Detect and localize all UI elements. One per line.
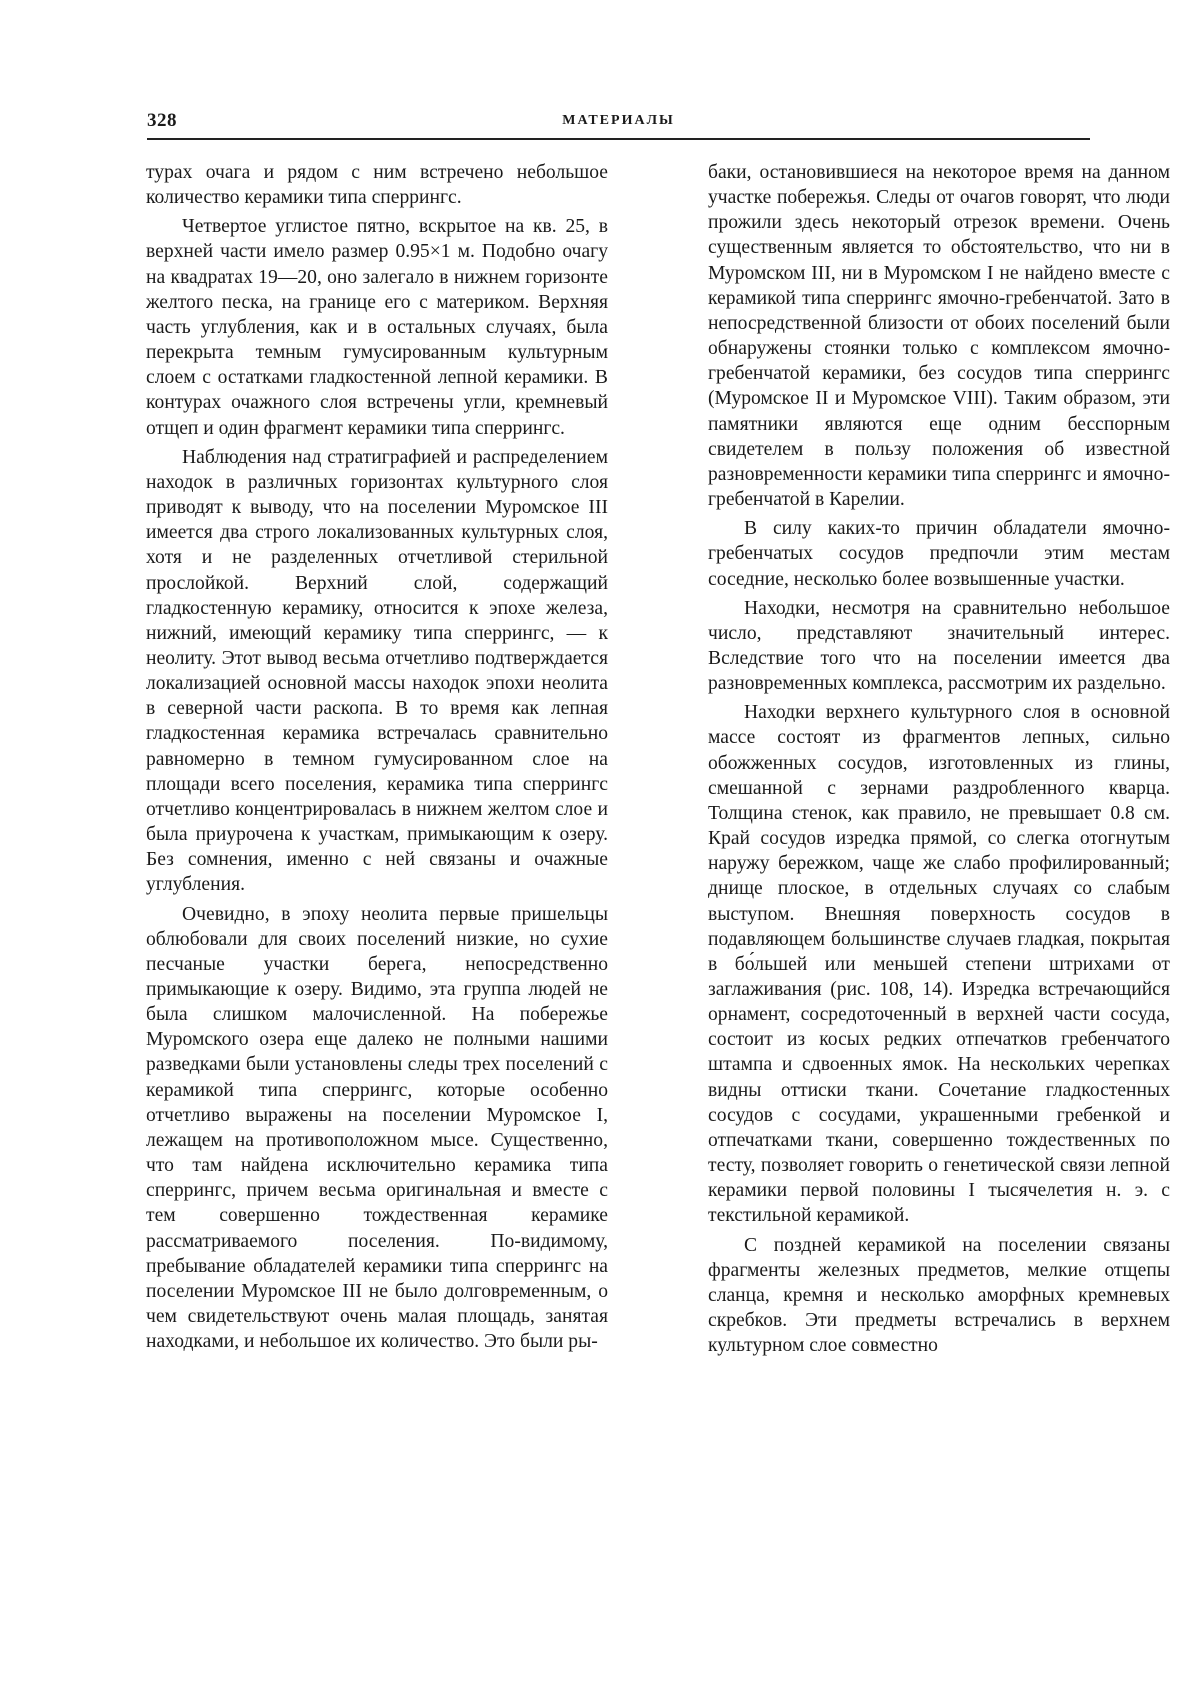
paragraph: С поздней керамикой на поселении связаны фрагменты железных предметов, мелкие отщепы сланца, кремня и несколько аморфных кремневых скребков. Эти предметы встречались в верхнем культурном слое совместно — [708, 1234, 1170, 1357]
running-title: МАТЕРИАЛЫ — [562, 113, 675, 128]
paragraph: баки, остановившиеся на некоторое время на данном участке побережья. Следы от очагов говорят, что люди прожили здесь некоторый отрезок времени. Очень существенным является то обстоятельство, что ни в Муромском III, ни в Муромском I не найдено вместе с керамикой типа сперрингс ямочно-гребенчатой. Зато в непосредственной близости от обоих поселений были обнаружены стоянки только с комплексом ямочно-гребенчатой керамики, без сосудов типа сперрингс (Муромское II и Муромское VIII). Таким образом, эти памятники являются еще одним бесспорным свидетелем в пользу положения об известной разновременности керамики типа сперрингс и ямочно-гребенчатой в Карелии. — [708, 162, 1170, 511]
paragraph: В силу каких-то причин обладатели ямочно-гребенчатых сосудов предпочли этим местам соседние, несколько более возвышенные участки. — [708, 518, 1170, 590]
page-header — [147, 110, 1090, 140]
paragraph: Находки, несмотря на сравнительно небольшое число, представляют значительный интерес. Вследствие того что на поселении имеется два разновременных комплекса, рассмотрим их раздельно. — [708, 597, 1170, 695]
paragraph: Очевидно, в эпоху неолита первые пришельцы облюбовали для своих поселений низкие, но сухие песчаные участки берега, непосредственно примыкающие к озеру. Видимо, эта группа людей не была слишком малочисленной. На побережье Муромского озера еще далеко не полными нашими разведками были установлены следы трех поселений с керамикой типа сперрингс, которые особенно отчетливо выражены на поселении Муромское I, лежащем на противоположном мысе. Существенно, что там найдена исключительно керамика типа сперрингс, причем весьма оригинальная и вместе с тем совершенно тождественная керамике рассматриваемого поселения. По-видимому, пребывание обладателей керамики типа сперрингс на поселении Муромское III не было долговременным, о чем свидетельствуют очень малая площадь, занятая находками, и небольшое их количество. Это были ры- — [146, 903, 608, 1353]
paragraph: Находки верхнего культурного слоя в основной массе состоят из фрагментов лепных, сильно обожженных сосудов, изготовленных из глины, смешанной с зернами раздробленного кварца. Толщина стенок, как правило, не превышает 0.8 см. Край сосудов изредка прямой, со слегка отогнутым наружу бережком, чаще же слабо профилированный; днище плоское, в отдельных случаях со слабым выступом. Внешняя поверхность сосудов в подавляющем большинстве случаев гладкая, покрытая в бо́льшей или меньшей степени штрихами от заглаживания (рис. 108, 14). Изредка встречающийся орнамент, сосредоточенный в верхней части сосуда, состоит из косых редких отпечатков гребенчатого штампа и сдвоенных ямок. На нескольких черепках видны оттиски ткани. Сочетание гладкостенных сосудов с сосудами, украшенными гребенкой и отпечатками ткани, совершенно тождественных по тесту, позволяет говорить о генетической связи лепной керамики первой половины I тысячелетия н. э. с текстильной керамикой. — [708, 702, 1170, 1227]
paragraph: турах очага и рядом с ним встречено небольшое количество керамики типа сперрингс. — [146, 162, 608, 209]
paragraph: Наблюдения над стратиграфией и распределением находок в различных горизонтах культурного слоя приводят к выводу, что на поселении Муромское III имеется два строго локализованных культурных слоя, хотя и не разделенных отчетливой стерильной прослойкой. Верхний слой, содержащий гладкостенную керамику, относится к эпохе железа, нижний, имеющий керамику типа сперрингс, — к неолиту. Этот вывод весьма отчетливо подтверждается локализацией основной массы находок эпохи неолита в северной части раскопа. В то время как лепная гладкостенная керамика встречалась сравнительно равномерно в темном гумусированном слое на площади всего поселения, керамика типа сперрингс отчетливо концентрировалась в нижнем желтом слое и была приурочена к участкам, примыкающим к озеру. Без сомнения, именно с ней связаны и очажные углубления. — [146, 446, 608, 896]
page-number: 328 — [147, 110, 177, 131]
header-rule — [147, 138, 1090, 140]
paragraph: Четвертое углистое пятно, вскрытое на кв. 25, в верхней части имело размер 0.95×1 м. Подобно очагу на квадратах 19—20, оно залегало в нижнем горизонте желтого песка, на границе его с материком. Верхняя часть углубления, как и в остальных случаях, была перекрыта темным гумусированным культурным слоем с остатками гладкостенной лепной керамики. В контурах очажного слоя встречены угли, кремневый отщеп и один фрагмент керамики типа сперрингс. — [146, 216, 608, 439]
right-column — [708, 160, 1170, 1362]
left-column — [146, 160, 608, 1358]
